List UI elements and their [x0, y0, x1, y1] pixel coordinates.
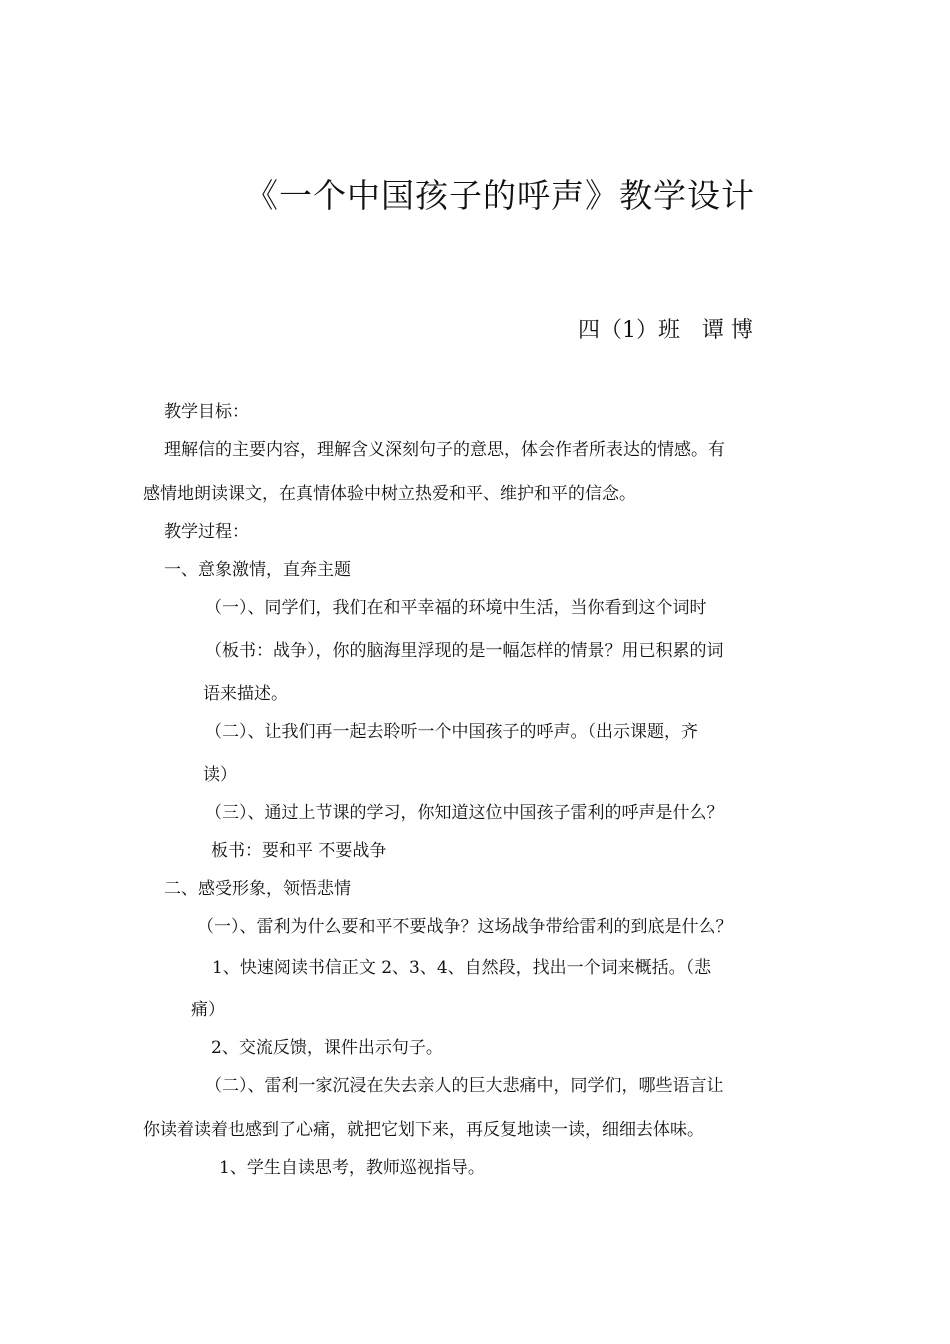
paragraph-line: 理解信的主要内容，理解含义深刻句子的意思，体会作者所表达的情感。有 — [164, 440, 725, 460]
paragraph-line: （一）、同学们，我们在和平幸福的环境中生活，当你看到这个词时 — [205, 598, 707, 618]
paragraph-line: （二）、让我们再一起去聆听一个中国孩子的呼声。（出示课题，齐 — [205, 722, 698, 742]
section-heading-process: 教学过程： — [164, 522, 249, 542]
paragraph-line: 2、交流反馈，课件出示句子。 — [211, 1038, 443, 1058]
paragraph-line: 痛） — [191, 1000, 225, 1020]
paragraph-line: 板书：要和平 不要战争 — [211, 841, 387, 861]
paragraph-line: （二）、雷利一家沉浸在失去亲人的巨大悲痛中，同学们，哪些语言让 — [205, 1076, 724, 1096]
paragraph-line: 你读着读着也感到了心痛，就把它划下来，再反复地读一读，细细去体味。 — [143, 1120, 704, 1140]
paragraph-line: 语来描述。 — [203, 684, 288, 704]
paragraph-line: （三）、通过上节课的学习，你知道这位中国孩子雷利的呼声是什么？ — [205, 803, 724, 823]
document-title: 《一个中国孩子的呼声》教学设计 — [245, 176, 755, 215]
section-heading-one: 一、意象激情，直奔主题 — [164, 560, 351, 580]
paragraph-line: 读） — [203, 765, 237, 785]
paragraph-line: 感情地朗读课文，在真情体验中树立热爱和平、维护和平的信念。 — [143, 484, 636, 504]
paragraph-line: 1、快速阅读书信正文 2、3、4、自然段，找出一个词来概括。（悲 — [212, 958, 712, 978]
paragraph-line: （板书：战争），你的脑海里浮现的是一幅怎样的情景？用已积累的词 — [205, 641, 724, 661]
section-heading-goals: 教学目标： — [164, 402, 249, 422]
author-byline: 四（1）班 谭 博 — [578, 318, 753, 343]
paragraph-line: （一）、雷利为什么要和平不要战争？这场战争带给雷利的到底是什么？ — [197, 917, 733, 937]
paragraph-line: 1、学生自读思考，教师巡视指导。 — [219, 1158, 485, 1178]
section-heading-two: 二、感受形象，领悟悲情 — [164, 879, 351, 899]
